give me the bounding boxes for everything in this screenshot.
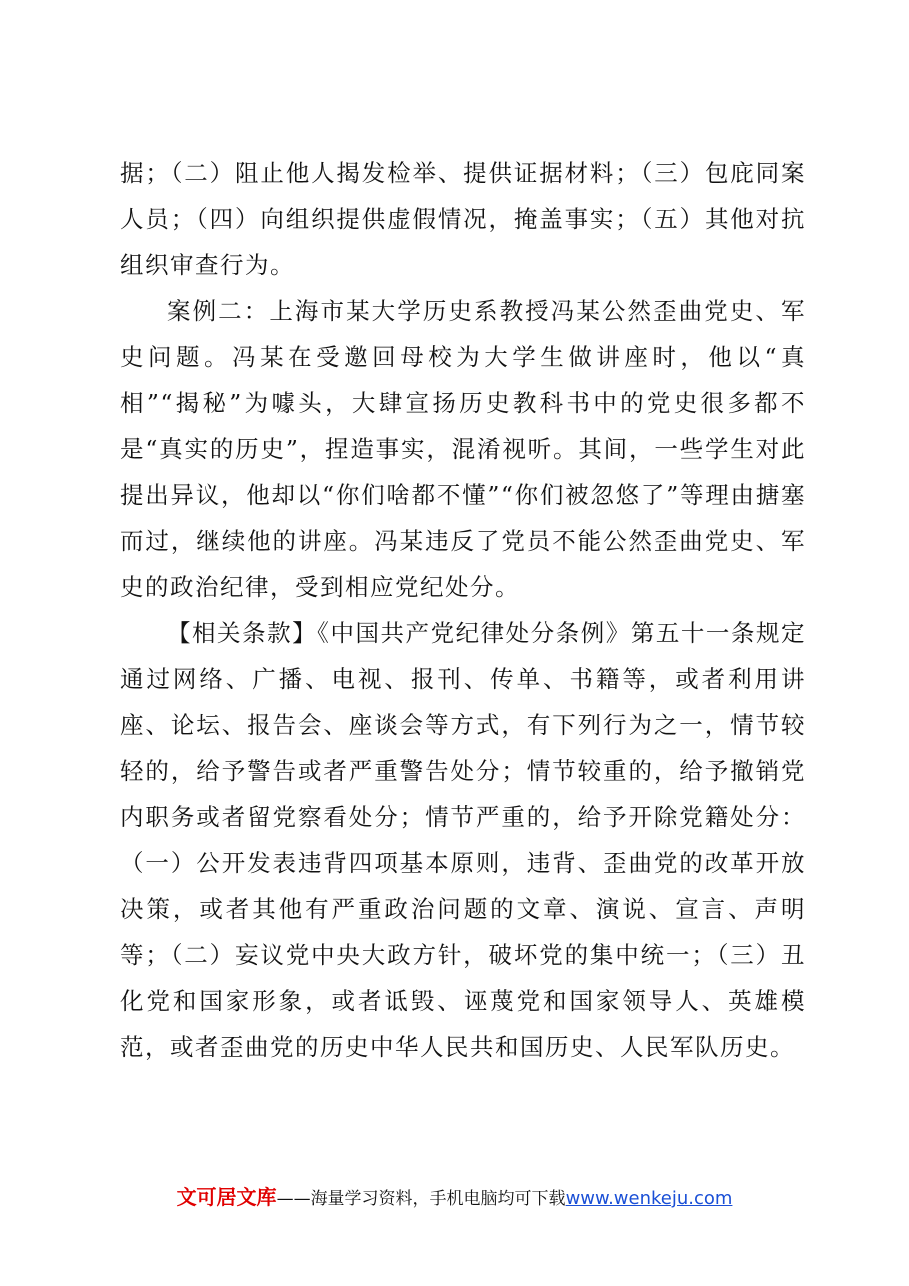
footer-banner <box>0 1183 909 1213</box>
footer-brand: 文可居文库 <box>176 1185 277 1209</box>
footer-tagline: ——海量学习资料，手机电脑均可下载 <box>276 1189 566 1209</box>
paragraph-continuation: 据；（二）阻止他人揭发检举、提供证据材料；（三）包庇同案人员；（四）向组织提供虚假情况，掩盖事实；（五）其他对抗组织审查行为。 <box>120 159 806 279</box>
footer-link[interactable]: www.wenkeju.com <box>565 1188 733 1209</box>
paragraph-related-clause: 【相关条款】《中国共产党纪律处分条例》第五十一条规定通过网络、广播、电视、报刊、传单、书籍等，或者利用讲座、论坛、报告会、座谈会等方式，有下列行为之一，情节较轻的，给予警告或者严重警告处分；情节较重的，给予撤销党内职务或者留党察看处分；情节严重的，给予开除党籍处分：（一）公开发表违背四项基本原则，违背、歪曲党的改革开放决策，或者其他有严重政治问题的文章、演说、宣言、声明等；（二）妄议党中央大政方针，破坏党的集中统一；（三）丑化党和国家形象，或者诋毁、诬蔑党和国家领导人、英雄模范，或者歪曲党的历史中华人民共和国历史、人民军队历史。 <box>120 619 806 1061</box>
paragraph-case-two: 案例二：上海市某大学历史系教授冯某公然歪曲党史、军史问题。冯某在受邀回母校为大学生做讲座时，他以“真相”“揭秘”为噱头，大肆宣扬历史教科书中的党史很多都不是“真实的历史”，捏造事实，混淆视听。其间，一些学生对此提出异议，他却以“你们啥都不懂”“你们被忽悠了”等理由搪塞而过，继续他的讲座。冯某违反了党员不能公然歪曲党史、军史的政治纪律，受到相应党纪处分。 <box>120 297 806 601</box>
document-body <box>120 150 806 1070</box>
